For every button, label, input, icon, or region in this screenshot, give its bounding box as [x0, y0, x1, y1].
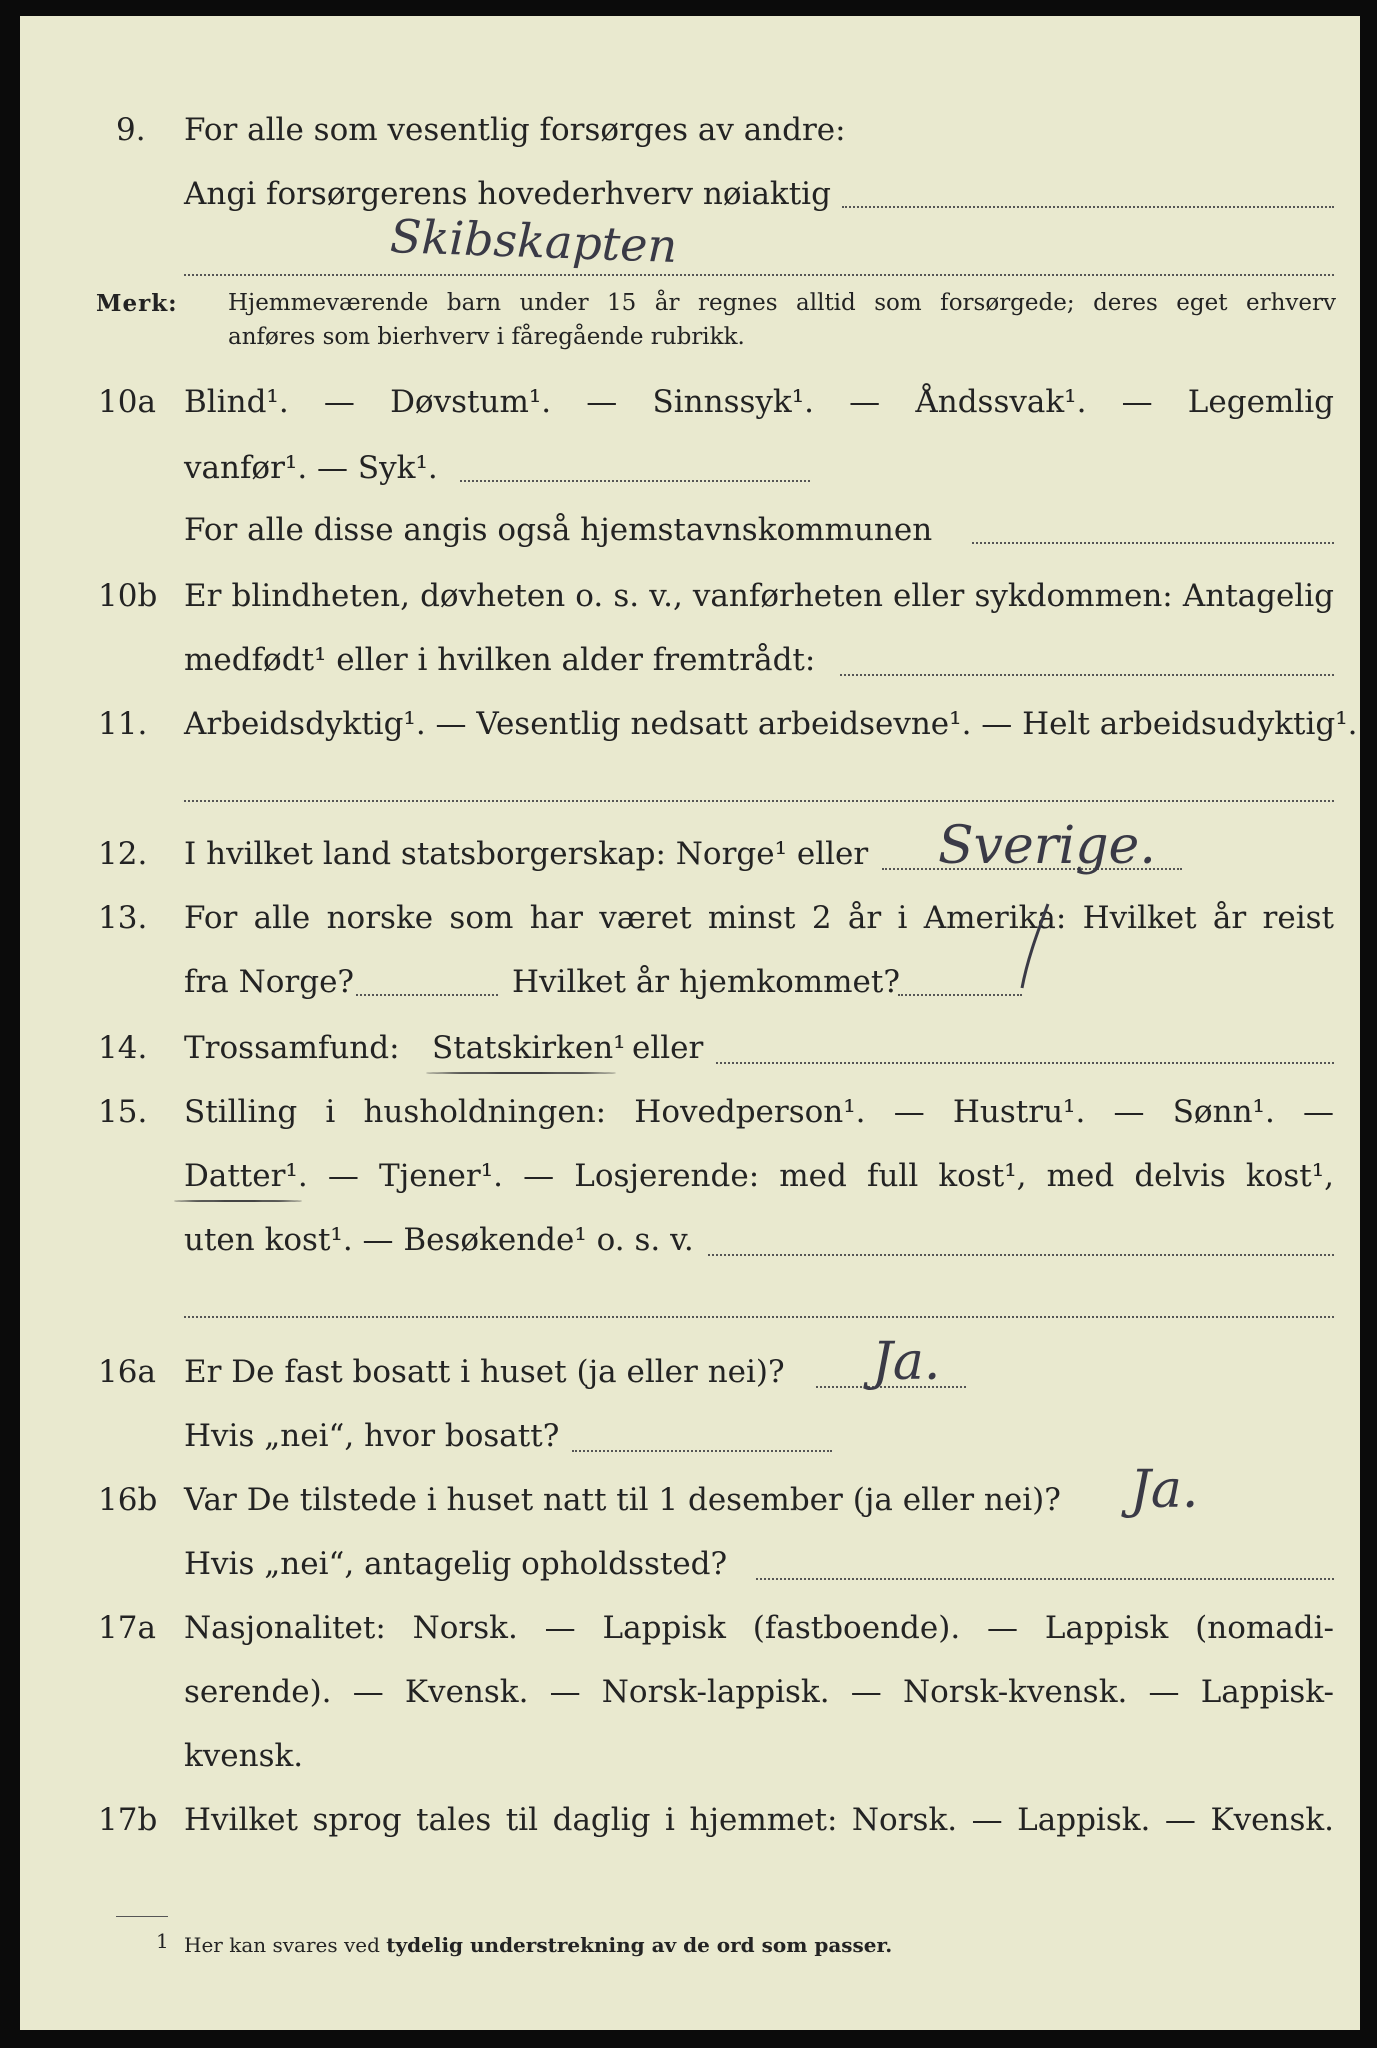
q16b-line1: Var De tilstede i huset natt til 1 desember (ja eller nei)?	[184, 1482, 1061, 1518]
q15-answer-line-2	[184, 1316, 1334, 1318]
question-number: 17a	[98, 1610, 156, 1646]
footnote-rule	[116, 1916, 168, 1917]
q10b-line2: medfødt¹ eller i hvilken alder fremtrådt:	[184, 642, 816, 678]
q10a-line3: For alle disse angis også hjemstavnskommunen	[184, 512, 933, 548]
census-form-page	[20, 16, 1360, 2030]
handwritten-stroke	[1010, 896, 1070, 996]
q14-statskirken: Statskirken¹	[432, 1030, 626, 1066]
q13-line2b: Hvilket år hjemkommet?	[512, 964, 900, 1000]
q17a-line3: kvensk.	[184, 1738, 304, 1774]
q16a-bosatt-line	[572, 1450, 832, 1452]
question-number: 17b	[98, 1802, 158, 1838]
question-number: 16b	[98, 1482, 158, 1518]
question-number: 14.	[98, 1030, 148, 1066]
note-label: Merk:	[96, 290, 178, 317]
q9-handwritten-answer: Skibskapten	[389, 209, 679, 273]
q10a-kommune-line	[972, 542, 1334, 544]
q14-label: Trossamfund:	[184, 1030, 400, 1066]
q16b-answer-line	[756, 1578, 1334, 1580]
q13-line1: For alle norske som har været minst 2 år i Amerika: Hvilket år reist	[184, 900, 1334, 936]
q15-answer-line	[708, 1254, 1334, 1256]
question-number: 10b	[98, 578, 158, 614]
q15-line3: uten kost¹. — Besøkende¹ o. s. v.	[184, 1222, 694, 1258]
q15-line1: Stilling i husholdningen: Hovedperson¹. — Hustru¹. — Sønn¹. —	[184, 1094, 1334, 1130]
q16a-line1: Er De fast bosatt i huset (ja eller nei)?	[184, 1354, 785, 1390]
q11-line1: Arbeidsdyktig¹. — Vesentlig nedsatt arbeidsevne¹. — Helt arbeidsudyktig¹.	[184, 706, 1358, 742]
q17b-line1: Hvilket sprog tales til daglig i hjemmet: Norsk. — Lappisk. — Kvensk.	[184, 1802, 1334, 1838]
q16a-handwritten-answer: Ja.	[872, 1332, 941, 1392]
q10a-line1: Blind¹. — Døvstum¹. — Sinnssyk¹. — Åndssvak¹. — Legemlig	[184, 384, 1334, 420]
statskirken-underline	[426, 1072, 616, 1074]
q12-line1: I hvilket land statsborgerskap: Norge¹ eller	[184, 836, 869, 872]
question-number: 11.	[98, 706, 148, 742]
q10b-answer-line	[840, 674, 1334, 676]
note-line2: anføres som bierhverv i fåregående rubrikk.	[228, 324, 745, 350]
q9-answer-line	[842, 206, 1334, 208]
note-line1: Hjemmeværende barn under 15 år regnes alltid som forsørgede; deres eget erhverv	[228, 290, 1336, 316]
q11-answer-line	[184, 800, 1334, 802]
q10a-line2: vanfør¹. — Syk¹.	[184, 450, 438, 486]
q16b-line2: Hvis „nei“, antagelig opholdssted?	[184, 1546, 728, 1582]
question-number: 9.	[116, 112, 146, 148]
q13-reist-line	[356, 994, 498, 996]
q10a-answer-line	[460, 480, 810, 482]
q16b-handwritten-answer: Ja.	[1130, 1460, 1199, 1520]
q15-line2: Datter¹. — Tjener¹. — Losjerende: med full kost¹, med delvis kost¹,	[184, 1158, 1334, 1194]
q9-line1: For alle som vesentlig forsørges av andre:	[184, 112, 846, 148]
footnote-text-a: Her kan svares ved	[184, 1933, 380, 1957]
q9-answer-line-2	[184, 274, 1334, 276]
question-number: 12.	[98, 836, 148, 872]
question-number: 16a	[98, 1354, 156, 1390]
footnote-text	[184, 1932, 892, 1958]
q17a-line2: serende). — Kvensk. — Norsk-lappisk. — Norsk-kvensk. — Lappisk-	[184, 1674, 1334, 1710]
question-number: 13.	[98, 900, 148, 936]
q13-hjemkommet-line	[898, 994, 1022, 996]
question-number: 10a	[98, 384, 156, 420]
q9-line2: Angi forsørgerens hovederhverv nøiaktig	[184, 176, 831, 212]
q17a-line1: Nasjonalitet: Norsk. — Lappisk (fastboende). — Lappisk (nomadi-	[184, 1610, 1334, 1646]
footnote-text-b: tydelig understrekning av de ord som passer.	[386, 1933, 893, 1957]
q13-line2a: fra Norge?	[184, 964, 355, 1000]
q14-answer-line	[716, 1062, 1334, 1064]
q14-eller: eller	[632, 1030, 704, 1066]
q12-handwritten-answer: Sverige.	[938, 816, 1156, 876]
datter-underline	[174, 1200, 302, 1202]
q16a-line2: Hvis „nei“, hvor bosatt?	[184, 1418, 560, 1454]
question-number: 15.	[98, 1094, 148, 1130]
q10b-line1: Er blindheten, døvheten o. s. v., vanførheten eller sykdommen: Antagelig	[184, 578, 1334, 614]
footnote-mark: 1	[156, 1929, 169, 1953]
